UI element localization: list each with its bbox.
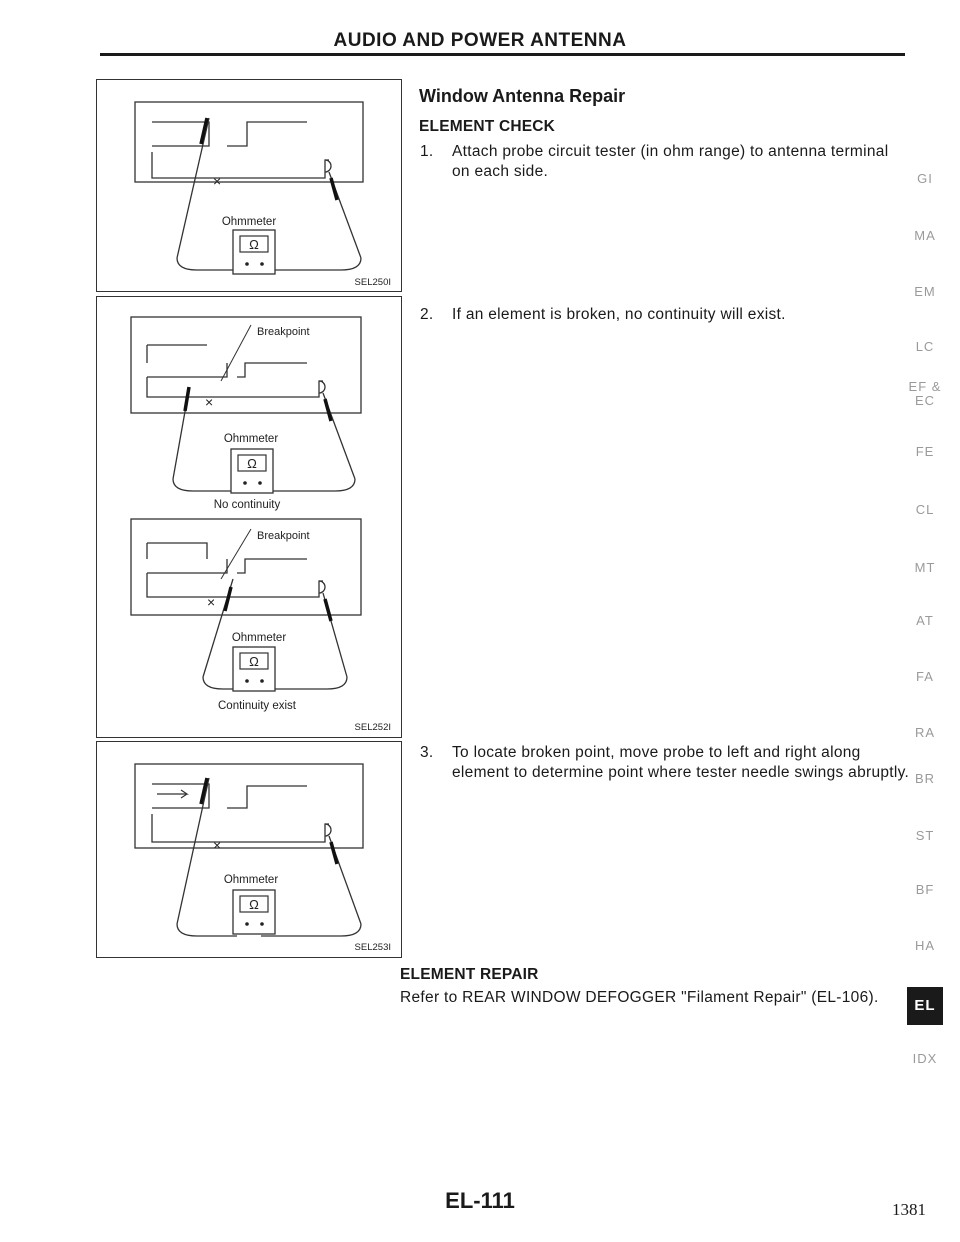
- step-1: [420, 142, 910, 182]
- side-tab-el-active[interactable]: EL: [907, 987, 943, 1025]
- svg-text:×: ×: [213, 837, 222, 853]
- figure-locate-break: [96, 741, 402, 958]
- ohm-symbol: Ω: [249, 654, 259, 669]
- figure-continuity: [96, 296, 402, 738]
- element-repair-text: Refer to REAR WINDOW DEFOGGER "Filament Repair" (EL-106).: [400, 989, 879, 1006]
- figure-element-check: [96, 79, 402, 292]
- diagram-ohmmeter-check: [97, 80, 401, 291]
- page-header-title: AUDIO AND POWER ANTENNA: [333, 30, 627, 51]
- ohm-symbol: Ω: [249, 897, 259, 912]
- diagram-locate-break: [97, 742, 401, 957]
- step-3: [420, 743, 910, 783]
- figure-ref: SEL250I: [354, 277, 391, 288]
- breakpoint-label: Breakpoint: [257, 326, 310, 338]
- continuity-exist-caption: Continuity exist: [218, 700, 296, 712]
- side-tab-mt[interactable]: MT: [914, 560, 936, 575]
- side-tab-br[interactable]: BR: [914, 771, 936, 786]
- side-tab-cl[interactable]: CL: [915, 502, 935, 517]
- side-tab-fa[interactable]: FA: [916, 669, 934, 684]
- step-text: To locate broken point, move probe to left and right along element to determine point where tester needle swings abruptly.: [452, 744, 910, 781]
- side-tab-at[interactable]: AT: [916, 613, 934, 628]
- side-tab-st[interactable]: ST: [915, 828, 935, 843]
- scan-page-number: 1381: [892, 1200, 926, 1219]
- step-text: If an element is broken, no continuity will exist.: [452, 306, 786, 323]
- svg-text:×: ×: [205, 394, 214, 410]
- side-tab-em[interactable]: EM: [914, 284, 936, 299]
- svg-text:×: ×: [213, 173, 222, 189]
- header-rule: [100, 53, 905, 56]
- side-tab-ma[interactable]: MA: [914, 228, 936, 243]
- diagram-continuity: [97, 297, 401, 737]
- ohm-symbol: Ω: [247, 456, 257, 471]
- side-tab-gi[interactable]: GI: [917, 171, 933, 186]
- svg-text:×: ×: [207, 594, 216, 610]
- ohmmeter-label: Ohmmeter: [231, 632, 287, 644]
- side-tab-idx[interactable]: IDX: [912, 1051, 938, 1066]
- page-number: EL-111: [445, 1188, 515, 1213]
- ohmmeter-label: Ohmmeter: [221, 216, 277, 228]
- side-tab-bf[interactable]: BF: [915, 882, 935, 897]
- side-tab-fe[interactable]: FE: [915, 444, 935, 459]
- ohmmeter-label: Ohmmeter: [223, 874, 279, 886]
- side-tab-ha[interactable]: HA: [914, 938, 936, 953]
- ohmmeter-label: Ohmmeter: [223, 433, 279, 445]
- step-text: Attach probe circuit tester (in ohm range) to antenna terminal on each side.: [452, 143, 889, 180]
- figure-ref: SEL252I: [354, 722, 391, 733]
- step-number: 2.: [420, 306, 434, 323]
- no-continuity-caption: No continuity: [213, 499, 281, 511]
- side-tab-ra[interactable]: RA: [914, 725, 936, 740]
- section-title: Window Antenna Repair: [419, 86, 626, 106]
- step-number: 3.: [420, 744, 434, 761]
- side-tab-lc[interactable]: LC: [915, 339, 935, 354]
- element-check-heading: ELEMENT CHECK: [419, 118, 556, 135]
- step-number: 1.: [420, 143, 434, 160]
- side-tab-ef-ec[interactable]: EF & EC: [908, 379, 942, 408]
- ohm-symbol: Ω: [249, 237, 259, 252]
- element-repair-heading: ELEMENT REPAIR: [400, 966, 539, 983]
- breakpoint-label: Breakpoint: [257, 530, 310, 542]
- figure-ref: SEL253I: [354, 942, 391, 953]
- step-2: [420, 305, 910, 325]
